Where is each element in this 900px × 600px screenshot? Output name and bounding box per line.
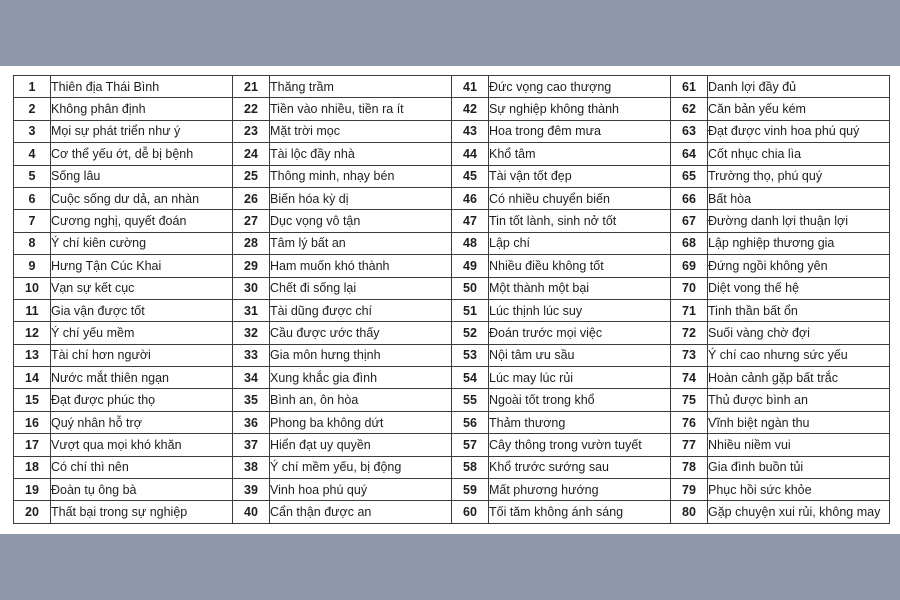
- number-cell: 78: [671, 456, 708, 478]
- table-row: [14, 344, 890, 366]
- number-cell: 74: [671, 367, 708, 389]
- meaning-cell: Mặt trời mọc: [270, 120, 452, 142]
- table-row: [14, 255, 890, 277]
- number-cell: 34: [233, 367, 270, 389]
- number-cell: 61: [671, 76, 708, 98]
- meaning-cell: Vinh hoa phú quý: [270, 479, 452, 501]
- meaning-cell: Tài dũng được chí: [270, 299, 452, 321]
- number-cell: 67: [671, 210, 708, 232]
- number-cell: 38: [233, 456, 270, 478]
- number-cell: 21: [233, 76, 270, 98]
- meaning-cell: Khổ tâm: [489, 143, 671, 165]
- meaning-cell: Nhiều điều không tốt: [489, 255, 671, 277]
- number-cell: 62: [671, 98, 708, 120]
- meaning-cell: Hoa trong đêm mưa: [489, 120, 671, 142]
- number-cell: 57: [452, 434, 489, 456]
- number-cell: 49: [452, 255, 489, 277]
- meaning-cell: Đạt được phúc thọ: [51, 389, 233, 411]
- meaning-cell: Thảm thương: [489, 411, 671, 433]
- number-cell: 42: [452, 98, 489, 120]
- number-cell: 70: [671, 277, 708, 299]
- meaning-cell: Không phân định: [51, 98, 233, 120]
- number-cell: 45: [452, 165, 489, 187]
- number-cell: 3: [14, 120, 51, 142]
- number-cell: 72: [671, 322, 708, 344]
- meaning-cell: Gia vận được tốt: [51, 299, 233, 321]
- number-cell: 26: [233, 187, 270, 209]
- table-row: [14, 98, 890, 120]
- number-cell: 1: [14, 76, 51, 98]
- number-cell: 77: [671, 434, 708, 456]
- table-row: [14, 479, 890, 501]
- number-cell: 7: [14, 210, 51, 232]
- meaning-cell: Thủ được bình an: [708, 389, 890, 411]
- meaning-cell: Hiển đạt uy quyền: [270, 434, 452, 456]
- number-cell: 39: [233, 479, 270, 501]
- meaning-cell: Tiền vào nhiều, tiền ra ít: [270, 98, 452, 120]
- meaning-cell: Nước mắt thiên ngạn: [51, 367, 233, 389]
- meaning-cell: Mất phương hướng: [489, 479, 671, 501]
- meaning-cell: Lập chí: [489, 232, 671, 254]
- number-cell: 64: [671, 143, 708, 165]
- number-cell: 28: [233, 232, 270, 254]
- table-sheet: [0, 66, 900, 534]
- meaning-cell: Cuộc sống dư dả, an nhàn: [51, 187, 233, 209]
- table-row: [14, 210, 890, 232]
- meaning-cell: Cơ thể yếu ớt, dễ bị bệnh: [51, 143, 233, 165]
- meaning-cell: Cương nghị, quyết đoán: [51, 210, 233, 232]
- number-cell: 17: [14, 434, 51, 456]
- number-cell: 16: [14, 411, 51, 433]
- meaning-cell: Khổ trước sướng sau: [489, 456, 671, 478]
- meaning-cell: Gia môn hưng thịnh: [270, 344, 452, 366]
- meaning-cell: Đạt được vinh hoa phú quý: [708, 120, 890, 142]
- meaning-cell: Tối tăm không ánh sáng: [489, 501, 671, 523]
- meaning-cell: Nội tâm ưu sầu: [489, 344, 671, 366]
- number-cell: 15: [14, 389, 51, 411]
- meaning-cell: Bất hòa: [708, 187, 890, 209]
- meaning-cell: Hưng Tận Cúc Khai: [51, 255, 233, 277]
- meaning-cell: Đoàn tụ ông bà: [51, 479, 233, 501]
- number-cell: 41: [452, 76, 489, 98]
- meaning-cell: Danh lợi đầy đủ: [708, 76, 890, 98]
- meaning-cell: Phong ba không dứt: [270, 411, 452, 433]
- table-row: [14, 389, 890, 411]
- number-cell: 73: [671, 344, 708, 366]
- meaning-cell: Tài chí hơn người: [51, 344, 233, 366]
- number-cell: 2: [14, 98, 51, 120]
- number-cell: 36: [233, 411, 270, 433]
- meaning-cell: Bình an, ôn hòa: [270, 389, 452, 411]
- meaning-cell: Mọi sự phát triển như ý: [51, 120, 233, 142]
- number-cell: 66: [671, 187, 708, 209]
- table-row: [14, 434, 890, 456]
- table-body: [14, 76, 890, 524]
- table-row: [14, 277, 890, 299]
- meaning-cell: Ham muốn khó thành: [270, 255, 452, 277]
- meaning-cell: Gia đình buồn tủi: [708, 456, 890, 478]
- number-cell: 37: [233, 434, 270, 456]
- meaning-cell: Tài lộc đầy nhà: [270, 143, 452, 165]
- number-cell: 44: [452, 143, 489, 165]
- meaning-cell: Sự nghiệp không thành: [489, 98, 671, 120]
- meaning-cell: Đoán trước mọi việc: [489, 322, 671, 344]
- meaning-cell: Cốt nhục chia lìa: [708, 143, 890, 165]
- number-cell: 54: [452, 367, 489, 389]
- number-cell: 75: [671, 389, 708, 411]
- number-cell: 63: [671, 120, 708, 142]
- meaning-cell: Tài vận tốt đẹp: [489, 165, 671, 187]
- number-cell: 5: [14, 165, 51, 187]
- number-cell: 24: [233, 143, 270, 165]
- meaning-cell: Tâm lý bất an: [270, 232, 452, 254]
- meaning-cell: Vạn sự kết cục: [51, 277, 233, 299]
- meaning-cell: Diệt vong thế hệ: [708, 277, 890, 299]
- meaning-cell: Ngoài tốt trong khổ: [489, 389, 671, 411]
- number-cell: 29: [233, 255, 270, 277]
- meaning-cell: Vượt qua mọi khó khăn: [51, 434, 233, 456]
- number-cell: 46: [452, 187, 489, 209]
- number-cell: 19: [14, 479, 51, 501]
- number-cell: 40: [233, 501, 270, 523]
- meaning-cell: Ý chí kiên cường: [51, 232, 233, 254]
- number-cell: 8: [14, 232, 51, 254]
- number-cell: 48: [452, 232, 489, 254]
- number-meaning-table: [13, 75, 890, 524]
- meaning-cell: Có nhiều chuyển biến: [489, 187, 671, 209]
- number-cell: 47: [452, 210, 489, 232]
- meaning-cell: Đức vọng cao thượng: [489, 76, 671, 98]
- number-cell: 71: [671, 299, 708, 321]
- meaning-cell: Thăng trầm: [270, 76, 452, 98]
- number-cell: 10: [14, 277, 51, 299]
- number-cell: 14: [14, 367, 51, 389]
- meaning-cell: Lúc thịnh lúc suy: [489, 299, 671, 321]
- meaning-cell: Cầu được ước thấy: [270, 322, 452, 344]
- number-cell: 20: [14, 501, 51, 523]
- table-row: [14, 367, 890, 389]
- number-cell: 11: [14, 299, 51, 321]
- meaning-cell: Nhiều niềm vui: [708, 434, 890, 456]
- number-cell: 18: [14, 456, 51, 478]
- number-cell: 6: [14, 187, 51, 209]
- number-cell: 31: [233, 299, 270, 321]
- number-cell: 79: [671, 479, 708, 501]
- number-cell: 9: [14, 255, 51, 277]
- table-row: [14, 165, 890, 187]
- table-row: [14, 299, 890, 321]
- table-row: [14, 411, 890, 433]
- meaning-cell: Chết đi sống lại: [270, 277, 452, 299]
- number-cell: 52: [452, 322, 489, 344]
- meaning-cell: Tin tốt lành, sinh nở tốt: [489, 210, 671, 232]
- number-cell: 35: [233, 389, 270, 411]
- number-cell: 27: [233, 210, 270, 232]
- number-cell: 56: [452, 411, 489, 433]
- number-cell: 69: [671, 255, 708, 277]
- meaning-cell: Thất bại trong sự nghiệp: [51, 501, 233, 523]
- meaning-cell: Quý nhân hỗ trợ: [51, 411, 233, 433]
- table-row: [14, 322, 890, 344]
- table-row: [14, 143, 890, 165]
- number-cell: 68: [671, 232, 708, 254]
- meaning-cell: Ý chí mềm yếu, bị động: [270, 456, 452, 478]
- number-cell: 50: [452, 277, 489, 299]
- number-cell: 43: [452, 120, 489, 142]
- number-cell: 80: [671, 501, 708, 523]
- number-cell: 12: [14, 322, 51, 344]
- meaning-cell: Trường thọ, phú quý: [708, 165, 890, 187]
- meaning-cell: Căn bản yếu kém: [708, 98, 890, 120]
- number-cell: 60: [452, 501, 489, 523]
- number-cell: 23: [233, 120, 270, 142]
- meaning-cell: Có chí thì nên: [51, 456, 233, 478]
- number-cell: 65: [671, 165, 708, 187]
- number-cell: 4: [14, 143, 51, 165]
- meaning-cell: Ý chí cao nhưng sức yếu: [708, 344, 890, 366]
- number-cell: 30: [233, 277, 270, 299]
- meaning-cell: Lúc may lúc rủi: [489, 367, 671, 389]
- number-cell: 51: [452, 299, 489, 321]
- meaning-cell: Sống lâu: [51, 165, 233, 187]
- table-row: [14, 76, 890, 98]
- number-cell: 33: [233, 344, 270, 366]
- table-row: [14, 501, 890, 523]
- meaning-cell: Dục vọng vô tận: [270, 210, 452, 232]
- table-row: [14, 456, 890, 478]
- meaning-cell: Gặp chuyện xui rủi, không may: [708, 501, 890, 523]
- table-row: [14, 120, 890, 142]
- meaning-cell: Phục hồi sức khỏe: [708, 479, 890, 501]
- meaning-cell: Tinh thần bất ổn: [708, 299, 890, 321]
- number-cell: 22: [233, 98, 270, 120]
- meaning-cell: Suối vàng chờ đợi: [708, 322, 890, 344]
- meaning-cell: Hoàn cảnh gặp bất trắc: [708, 367, 890, 389]
- meaning-cell: Ý chí yếu mềm: [51, 322, 233, 344]
- meaning-cell: Thông minh, nhạy bén: [270, 165, 452, 187]
- meaning-cell: Lập nghiệp thương gia: [708, 232, 890, 254]
- number-cell: 25: [233, 165, 270, 187]
- meaning-cell: Một thành một bại: [489, 277, 671, 299]
- number-cell: 32: [233, 322, 270, 344]
- meaning-cell: Biến hóa kỳ dị: [270, 187, 452, 209]
- meaning-cell: Đứng ngồi không yên: [708, 255, 890, 277]
- meaning-cell: Đường danh lợi thuận lợi: [708, 210, 890, 232]
- number-cell: 58: [452, 456, 489, 478]
- meaning-cell: Xung khắc gia đình: [270, 367, 452, 389]
- number-cell: 76: [671, 411, 708, 433]
- number-cell: 53: [452, 344, 489, 366]
- meaning-cell: Cây thông trong vườn tuyết: [489, 434, 671, 456]
- table-row: [14, 187, 890, 209]
- meaning-cell: Thiên địa Thái Bình: [51, 76, 233, 98]
- meaning-cell: Cẩn thận được an: [270, 501, 452, 523]
- number-cell: 13: [14, 344, 51, 366]
- table-row: [14, 232, 890, 254]
- number-cell: 59: [452, 479, 489, 501]
- meaning-cell: Vĩnh biệt ngàn thu: [708, 411, 890, 433]
- number-cell: 55: [452, 389, 489, 411]
